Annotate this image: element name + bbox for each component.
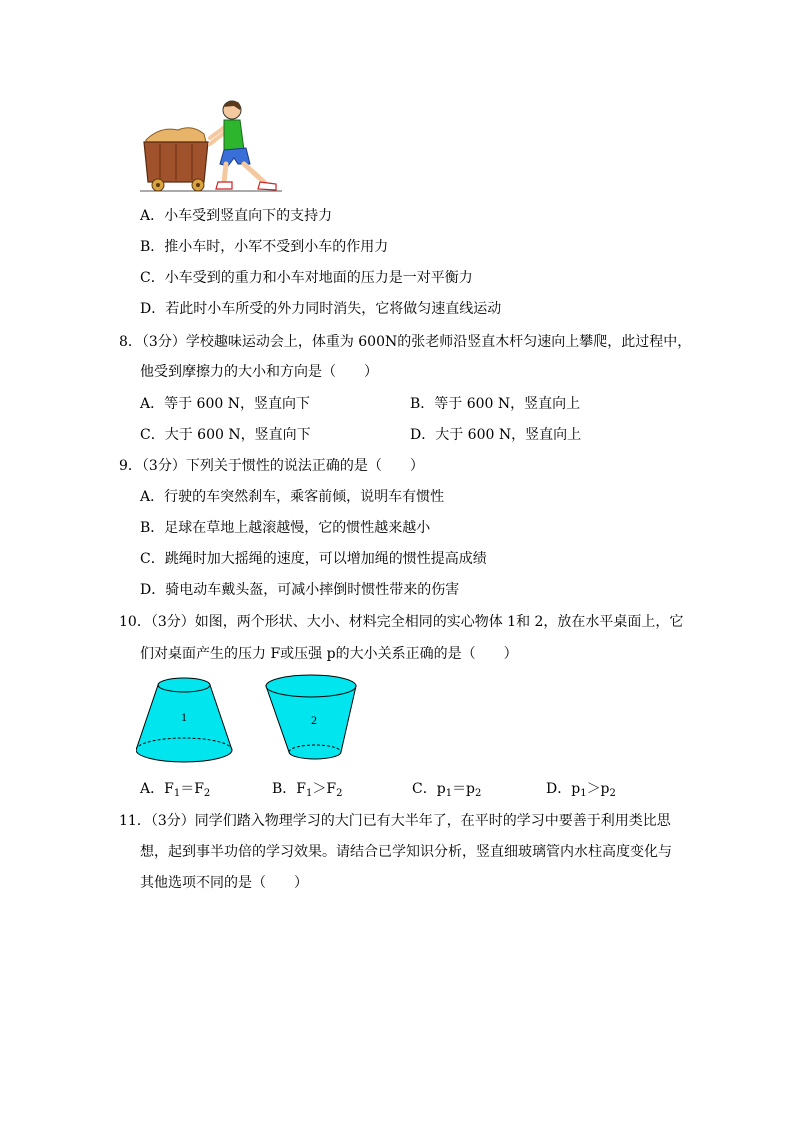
q10-option-a: A．$F_1=F_2$ bbox=[140, 781, 211, 799]
q9-option-d: D．骑电动车戴头盔，可减小摔倒时惯性带来的伤害 bbox=[140, 582, 460, 598]
q8-option-b: B．等于 600 N，竖直向上 bbox=[410, 396, 581, 412]
q8-option-a: A．等于 600 N，竖直向下 bbox=[140, 396, 310, 412]
q11-stem-line3: 其他选项不同的是（ ） bbox=[140, 875, 308, 891]
q9-option-a: A．行驶的车突然刹车，乘客前倾，说明车有惯性 bbox=[140, 489, 445, 505]
q7-option-c: C．小车受到的重力和小车对地面的压力是一对平衡力 bbox=[140, 270, 473, 286]
q8-option-d: D．大于 600 N，竖直向上 bbox=[410, 427, 582, 443]
q8-stem-line2: 他受到摩擦力的大小和方向是（ ） bbox=[140, 364, 378, 380]
q7-option-a: A．小车受到竖直向下的支持力 bbox=[140, 208, 333, 224]
q10-option-c: C．$p_1=p_2$ bbox=[412, 781, 482, 799]
frustum-1-label: 1 bbox=[181, 710, 187, 724]
q10-stem-line2: 们对桌面产生的压力 F或压强 p的大小关系正确的是（ ） bbox=[140, 646, 518, 662]
q10-option-b: B．$F_1>F_2$ bbox=[272, 781, 343, 799]
q9-stem: 9．（3分）下列关于惯性的说法正确的是（ ） bbox=[119, 458, 424, 474]
q10-stem-line1: 10．（3分）如图，两个形状、大小、材料完全相同的实心物体 1和 2，放在水平桌面上，它 bbox=[119, 614, 684, 630]
q10-option-d: D．$p_1>p_2$ bbox=[546, 781, 616, 799]
frustum-2-label: 2 bbox=[311, 713, 317, 727]
boy-pushing-cart-image bbox=[140, 98, 282, 196]
q8-option-c: C．大于 600 N，竖直向下 bbox=[140, 427, 311, 443]
q11-stem-line1: 11．（3分）同学们踏入物理学习的大门已有大半年了，在平时的学习中要善于利用类比思 bbox=[119, 813, 671, 829]
frustums-figure bbox=[136, 674, 368, 766]
q7-option-b: B．推小车时，小军不受到小车的作用力 bbox=[140, 239, 389, 255]
q8-stem-line1: 8．（3分）学校趣味运动会上，体重为 600N的张老师沿竖直木杆匀速向上攀爬，此过程中， bbox=[119, 334, 692, 350]
q7-option-d: D．若此时小车所受的外力同时消失，它将做匀速直线运动 bbox=[140, 301, 502, 317]
q9-option-b: B．足球在草地上越滚越慢，它的惯性越来越小 bbox=[140, 520, 431, 536]
q11-stem-line2: 想，起到事半功倍的学习效果。请结合已学知识分析，竖直细玻璃管内水柱高度变化与 bbox=[140, 844, 672, 860]
q9-option-c: C．跳绳时加大摇绳的速度，可以增加绳的惯性提高成绩 bbox=[140, 551, 487, 567]
